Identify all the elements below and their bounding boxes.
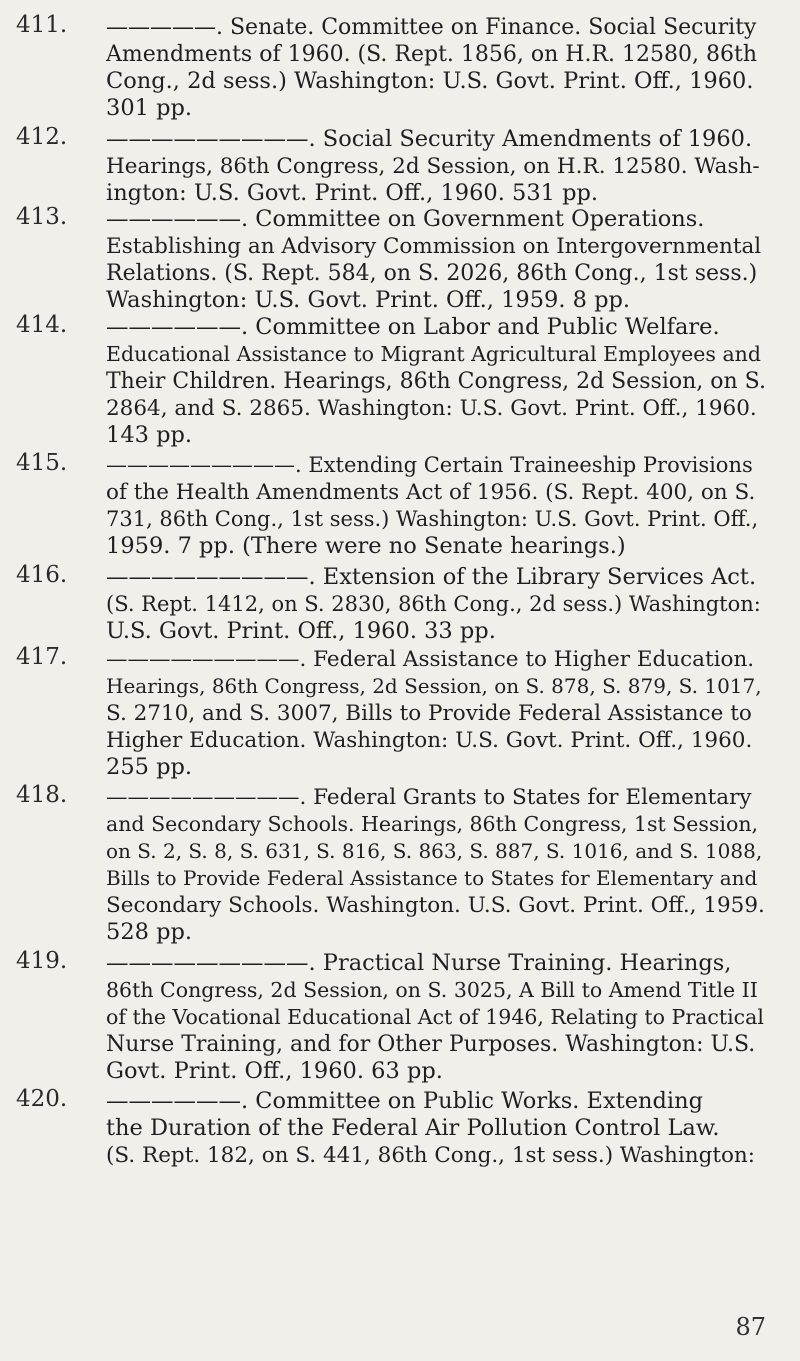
entry-line: Secondary Schools. Washington. U.S. Govt. Print. Off., 1959. [106, 893, 765, 918]
entry-number: 415. [16, 450, 68, 476]
entry-line: U.S. Govt. Print. Off., 1960. 33 pp. [106, 618, 496, 644]
entry-line: the Duration of the Federal Air Pollution Control Law. [106, 1115, 720, 1141]
entry-line: ——————. Committee on Government Operations. [106, 206, 705, 232]
entry-line: S. 2710, and S. 3007, Bills to Provide Federal Assistance to [106, 701, 752, 726]
entry-line: ington: U.S. Govt. Print. Off., 1960. 531 pp. [106, 180, 599, 206]
entry-line: Nurse Training, and for Other Purposes. Washington: U.S. [106, 1032, 756, 1057]
entry-line: 255 pp. [106, 754, 193, 780]
entry-line: Relations. (S. Rept. 584, on S. 2026, 86th Cong., 1st sess.) [106, 261, 758, 286]
entry-number: 420. [16, 1086, 68, 1112]
entry-line: Amendments of 1960. (S. Rept. 1856, on H.R. 12580, 86th [106, 42, 757, 67]
entry-line: Their Children. Hearings, 86th Congress, 2d Session, on S. [106, 369, 766, 394]
entry-line: —————————. Extending Certain Traineeship Provisions [106, 453, 753, 477]
entry-line: —————————. Practical Nurse Training. Hearings, [106, 950, 732, 976]
entry-number: 413. [16, 204, 68, 230]
entry-line: 1959. 7 pp. (There were no Senate hearings.) [106, 533, 626, 559]
entry-number: 416. [16, 562, 68, 588]
entry-line: Hearings, 86th Congress, 2d Session, on H.R. 12580. Wash- [106, 154, 760, 179]
entry-line: of the Vocational Educational Act of 1946, Relating to Practical [106, 1005, 764, 1029]
entry-line: —————————. Federal Assistance to Higher Education. [106, 647, 755, 672]
entry-line: Govt. Print. Off., 1960. 63 pp. [106, 1058, 443, 1084]
entry-number: 419. [16, 948, 68, 974]
entry-line: —————. Senate. Committee on Finance. Social Security [106, 15, 757, 40]
entry-line: 2864, and S. 2865. Washington: U.S. Govt. Print. Off., 1960. [106, 396, 757, 421]
entry-line: Hearings, 86th Congress, 2d Session, on S. 878, S. 879, S. 1017, [106, 674, 762, 698]
entry-line: Bills to Provide Federal Assistance to States for Elementary and [106, 866, 758, 890]
entry-line: (S. Rept. 1412, on S. 2830, 86th Cong., 2d sess.) Washington: [106, 592, 761, 616]
entry-line: —————————. Federal Grants to States for Elementary [106, 785, 752, 810]
entry-line: 143 pp. [106, 422, 193, 448]
entry-line: 731, 86th Cong., 1st sess.) Washington: U.S. Govt. Print. Off., [106, 507, 759, 531]
entry-line: (S. Rept. 182, on S. 441, 86th Cong., 1st sess.) Washington: [106, 1143, 756, 1168]
entry-line: Cong., 2d sess.) Washington: U.S. Govt. Print. Off., 1960. [106, 68, 754, 94]
entry-line: 86th Congress, 2d Session, on S. 3025, A Bill to Amend Title II [106, 978, 758, 1002]
entry-line: on S. 2, S. 8, S. 631, S. 816, S. 863, S. 887, S. 1016, and S. 1088, [106, 839, 763, 863]
entry-line: —————————. Extension of the Library Services Act. [106, 564, 757, 590]
entry-number: 417. [16, 644, 68, 670]
entry-line: Higher Education. Washington: U.S. Govt. Print. Off., 1960. [106, 728, 753, 753]
entry-number: 412. [16, 124, 68, 150]
page-number: 87 [735, 1313, 766, 1341]
entry-line: —————————. Social Security Amendments of 1960. [106, 126, 753, 152]
entry-line: 301 pp. [106, 95, 193, 121]
entry-line: Washington: U.S. Govt. Print. Off., 1959. 8 pp. [106, 287, 631, 313]
entry-line: Educational Assistance to Migrant Agricultural Employees and [106, 342, 761, 366]
entry-line: and Secondary Schools. Hearings, 86th Congress, 1st Session, [106, 812, 759, 836]
entry-line: Establishing an Advisory Commission on Intergovernmental [106, 234, 762, 259]
entry-line: ——————. Committee on Labor and Public Welfare. [106, 314, 720, 340]
entry-number: 411. [16, 12, 68, 38]
entry-number: 418. [16, 782, 68, 808]
entry-line: of the Health Amendments Act of 1956. (S. Rept. 400, on S. [106, 480, 756, 505]
entry-line: 528 pp. [106, 919, 193, 945]
entry-line: ——————. Committee on Public Works. Extending [106, 1088, 704, 1114]
entry-number: 414. [16, 312, 68, 338]
